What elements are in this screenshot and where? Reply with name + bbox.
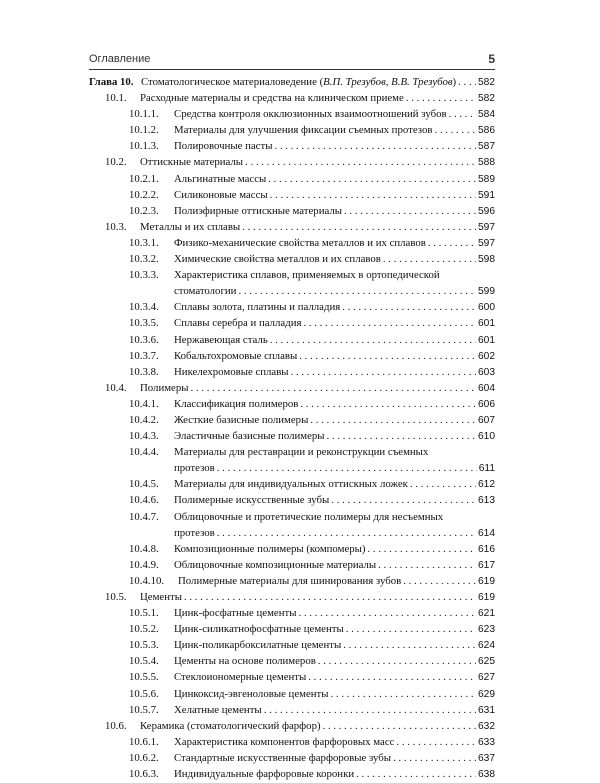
toc-entry-body [174, 315, 495, 332]
toc-leader-dots [191, 380, 477, 396]
toc-entry-title: Классификация полимеров [174, 397, 299, 410]
toc-entry-number: Глава 10. [89, 76, 134, 88]
toc-leader-dots [310, 412, 476, 428]
toc-entry-title: Стоматологическое материаловедение ( [141, 76, 324, 88]
toc-entry-page: 616 [478, 543, 495, 555]
toc-entry[interactable] [89, 251, 495, 267]
toc-entry[interactable] [89, 364, 495, 380]
toc-entry-body [174, 364, 495, 381]
toc-entry-body [174, 621, 495, 638]
toc-entry-title: Композиционные полимеры (компомеры) [174, 542, 366, 555]
toc-entry[interactable] [89, 203, 495, 219]
toc-entry-number: 10.2.1. [129, 172, 159, 185]
toc-entry-page: 598 [478, 254, 495, 266]
toc-entry-number: 10.6.1. [129, 735, 159, 748]
toc-entry-title: Полиэфирные оттискные материалы [174, 204, 343, 217]
toc-entry-page: 632 [478, 720, 495, 732]
table-of-contents [89, 74, 495, 782]
running-header [89, 52, 495, 70]
running-header-title: Оглавление [89, 53, 151, 65]
toc-entry[interactable] [89, 766, 495, 782]
toc-entry-page: 611 [478, 463, 495, 475]
toc-entry-title: Цементы на основе полимеров [174, 655, 316, 668]
toc-leader-dots [308, 669, 476, 685]
toc-entry-number: 10.6.2. [129, 751, 159, 764]
toc-entry-body [174, 299, 495, 316]
toc-entry[interactable] [89, 171, 495, 187]
toc-leader-dots [264, 702, 476, 718]
toc-entry-title: Металлы и их сплавы [140, 220, 241, 233]
toc-entry-number: 10.4. [105, 381, 127, 394]
toc-leader-dots [245, 154, 476, 170]
toc-leader-dots [343, 637, 476, 653]
toc-entry-body [174, 509, 495, 542]
toc-entry[interactable] [89, 492, 495, 508]
toc-leader-dots [396, 734, 476, 750]
toc-leader-dots [299, 348, 476, 364]
toc-entry-number: 10.1.1. [129, 108, 159, 121]
toc-entry[interactable] [89, 396, 495, 412]
toc-entry-number: 10.4.1. [129, 397, 159, 410]
toc-entry-number: 10.4.6. [129, 494, 159, 507]
toc-entry-body [174, 412, 495, 429]
toc-entry-title: Цинкоксид-эвгеноловые цементы [174, 687, 329, 700]
toc-leader-dots [331, 492, 476, 508]
toc-entry-number: 10.4.2. [129, 413, 159, 426]
toc-entry-title: Нержавеющая сталь [174, 333, 268, 346]
toc-entry[interactable] [89, 702, 495, 718]
toc-entry-title: Хелатные цементы [174, 703, 262, 716]
toc-entry-number: 10.4.10. [129, 574, 165, 587]
toc-entry-body [174, 444, 495, 477]
toc-entry-title: Характеристика сплавов, применяемых в ортопедической [174, 269, 440, 282]
toc-entry-title: Физико-механические свойства металлов и их сплавов [174, 236, 426, 249]
toc-entry-page: 587 [478, 141, 495, 153]
toc-entry-number: 10.6.3. [129, 768, 159, 781]
toc-entry-body [174, 138, 495, 155]
toc-entry-page: 613 [478, 495, 495, 507]
toc-entry-number: 10.5.6. [129, 687, 159, 700]
toc-entry-body [174, 750, 495, 767]
toc-leader-dots [383, 251, 476, 267]
toc-entry-title: Средства контроля окклюзионных взаимоотношений зубов [174, 108, 447, 121]
toc-entry[interactable] [89, 509, 495, 541]
toc-entry-body [140, 219, 495, 236]
toc-entry-title: Материалы для улучшения фиксации съемных протезов [174, 124, 433, 137]
toc-entry-body [174, 605, 495, 622]
toc-entry[interactable] [89, 90, 495, 106]
toc-leader-dots [342, 299, 476, 315]
toc-entry-page: 624 [478, 640, 495, 652]
toc-leader-dots [393, 750, 476, 766]
toc-entry-number: 10.3.2. [129, 253, 159, 266]
toc-entry-page: 633 [478, 736, 495, 748]
toc-entry-page: 625 [478, 656, 495, 668]
toc-entry-title-end: ) [452, 76, 457, 88]
toc-entry-title: Полимерные материалы для шинирования зубов [178, 574, 402, 587]
toc-entry-page: 584 [478, 109, 495, 121]
toc-leader-dots [368, 541, 476, 557]
toc-entry-body [174, 702, 495, 719]
toc-entry-body [140, 90, 495, 107]
toc-entry-number: 10.3.6. [129, 333, 159, 346]
toc-leader-dots [331, 686, 476, 702]
toc-entry-number: 10.4.5. [129, 478, 159, 491]
toc-entry-body [174, 348, 495, 365]
toc-entry[interactable] [89, 621, 495, 637]
toc-entry-body [174, 428, 495, 445]
toc-leader-dots [458, 74, 476, 90]
toc-entry-number: 10.6. [105, 719, 127, 732]
toc-entry[interactable] [89, 734, 495, 750]
toc-entry-page: 612 [478, 479, 495, 491]
toc-entry-body [140, 589, 495, 606]
toc-entry-number: 10.4.4. [129, 446, 159, 459]
toc-entry-body [174, 637, 495, 654]
toc-entry-body [174, 734, 495, 751]
toc-entry[interactable] [89, 332, 495, 348]
toc-entry-title: Альгинатные массы [174, 172, 267, 185]
toc-entry-page: 610 [478, 431, 495, 443]
toc-entry-number: 10.3.8. [129, 365, 159, 378]
toc-entry-body [174, 251, 495, 268]
toc-entry-page: 629 [478, 688, 495, 700]
toc-entry-number: 10.4.3. [129, 430, 159, 443]
toc-leader-dots [300, 396, 476, 412]
toc-entry[interactable] [89, 122, 495, 138]
toc-entry-page: 631 [478, 704, 495, 716]
toc-entry[interactable] [89, 589, 495, 605]
toc-entry-title: Цинк-поликарбоксилатные цементы [174, 639, 342, 652]
toc-entry-body [174, 267, 495, 300]
toc-entry-title: Кобальтохромовые сплавы [174, 349, 298, 362]
toc-entry-title: Цементы [140, 591, 182, 603]
toc-entry-page: 619 [478, 575, 495, 587]
toc-entry-title: Химические свойства металлов и их сплавов [174, 253, 381, 266]
toc-entry[interactable] [89, 686, 495, 702]
toc-entry-number: 10.4.7. [129, 510, 159, 523]
toc-entry[interactable] [89, 573, 495, 589]
toc-leader-dots [346, 621, 476, 637]
toc-entry-page: 582 [478, 93, 495, 105]
header-rule [89, 69, 495, 70]
toc-entry-title: Стеклоиономерные цементы [174, 671, 307, 684]
toc-entry[interactable] [89, 219, 495, 235]
toc-entry-body [174, 332, 495, 349]
toc-entry-page: 623 [478, 624, 495, 636]
toc-entry[interactable] [89, 187, 495, 203]
toc-entry-page: 589 [478, 173, 495, 185]
toc-leader-dots [449, 106, 476, 122]
toc-entry-title: Характеристика компонентов фарфоровых масс [174, 735, 395, 748]
toc-entry[interactable] [89, 637, 495, 653]
toc-entry-number: 10.4.8. [129, 542, 159, 555]
toc-leader-dots [274, 138, 476, 154]
toc-entry-title: Полимерные искусственные зубы [174, 494, 330, 507]
toc-entry-page: 597 [478, 237, 495, 249]
toc-leader-dots [298, 605, 476, 621]
toc-entry[interactable] [89, 412, 495, 428]
toc-entry-title-continued: протезов [174, 462, 215, 475]
toc-entry-title: Оттискные материалы [140, 156, 244, 169]
toc-entry-authors: В.П. Трезубов, В.В. Трезубов [323, 76, 453, 88]
toc-entry[interactable] [89, 444, 495, 476]
toc-entry-number: 10.5.1. [129, 607, 159, 620]
toc-entry-page: 588 [478, 157, 495, 169]
toc-entry-page: 586 [478, 125, 495, 137]
toc-leader-dots [323, 718, 476, 734]
toc-entry[interactable] [89, 154, 495, 170]
toc-entry-body [140, 154, 495, 171]
toc-entry-title: Стандартные искусственные фарфоровые зубы [174, 751, 392, 764]
toc-entry-number: 10.3.4. [129, 301, 159, 314]
toc-entry-body [140, 718, 495, 735]
toc-entry-body [174, 235, 495, 252]
toc-entry-title: Полировочные пасты [174, 140, 273, 153]
toc-entry-page: 617 [478, 559, 495, 571]
toc-leader-dots [378, 557, 476, 573]
toc-leader-dots [344, 203, 476, 219]
toc-entry-page: 596 [478, 205, 495, 217]
toc-entry-title: Никелехромовые сплавы [174, 365, 289, 378]
toc-entry-page: 591 [478, 189, 495, 201]
toc-entry-page: 601 [478, 334, 495, 346]
toc-entry-title-continued: стоматологии [174, 285, 237, 298]
toc-entry-body [174, 203, 495, 220]
toc-entry-title: Цинк-фосфатные цементы [174, 607, 297, 620]
toc-entry[interactable] [89, 557, 495, 573]
toc-entry-page: 601 [478, 318, 495, 330]
toc-leader-dots [270, 332, 476, 348]
toc-entry-number: 10.1.2. [129, 124, 159, 137]
toc-entry-title: Материалы для реставрации и реконструкции съемных [174, 446, 429, 459]
toc-leader-dots [428, 235, 476, 251]
toc-entry-number: 10.1. [105, 92, 127, 105]
toc-entry[interactable] [89, 653, 495, 669]
toc-entry-title: Облицовочные и протетические полимеры для несъемных [174, 510, 444, 523]
toc-entry-page: 600 [478, 302, 495, 314]
toc-leader-dots [410, 476, 476, 492]
toc-entry-number: 10.2. [105, 156, 127, 169]
toc-entry[interactable] [89, 605, 495, 621]
toc-entry-body [174, 669, 495, 686]
toc-entry-title: Эластичные базисные полимеры [174, 430, 325, 443]
toc-entry-body [174, 492, 495, 509]
toc-leader-dots [327, 428, 476, 444]
toc-entry-title: Индивидуальные фарфоровые коронки [174, 768, 355, 781]
toc-entry[interactable] [89, 315, 495, 331]
toc-entry-page: 638 [478, 769, 495, 781]
toc-entry-body [174, 766, 495, 783]
toc-entry-title: Жесткие базисные полимеры [174, 413, 309, 426]
toc-entry[interactable] [89, 299, 495, 315]
toc-entry-body [174, 686, 495, 703]
toc-entry-body [174, 106, 495, 123]
toc-entry-number: 10.3. [105, 220, 127, 233]
toc-entry-body [174, 122, 495, 139]
toc-entry-number: 10.5. [105, 591, 127, 603]
toc-entry[interactable] [89, 348, 495, 364]
toc-leader-dots [238, 283, 476, 299]
toc-entry-body [174, 171, 495, 188]
toc-entry-title: Керамика (стоматологический фарфор) [140, 719, 321, 732]
toc-entry-page: 597 [478, 221, 495, 233]
toc-entry[interactable] [89, 138, 495, 154]
toc-entry-title: Цинк-силикатнофосфатные цементы [174, 623, 344, 636]
toc-entry-body [178, 573, 495, 590]
toc-entry-body [141, 74, 495, 91]
toc-leader-dots [217, 460, 477, 476]
toc-leader-dots [217, 525, 476, 541]
toc-entry-number: 10.5.3. [129, 639, 159, 652]
toc-leader-dots [270, 187, 476, 203]
toc-entry-page: 619 [478, 592, 495, 603]
toc-entry-body [174, 557, 495, 574]
toc-entry-title: Облицовочные композиционные материалы [174, 558, 377, 571]
toc-leader-dots [434, 122, 476, 138]
toc-entry-page: 604 [478, 382, 495, 394]
toc-entry-number: 10.3.1. [129, 236, 159, 249]
toc-entry[interactable] [89, 476, 495, 492]
toc-entry-number: 10.5.4. [129, 655, 159, 668]
toc-leader-dots [303, 315, 476, 331]
toc-entry-page: 637 [478, 752, 495, 764]
toc-entry-body [174, 541, 495, 558]
toc-entry-page: 607 [478, 414, 495, 426]
toc-entry[interactable] [89, 235, 495, 251]
toc-entry-page: 627 [478, 672, 495, 684]
toc-entry[interactable] [89, 428, 495, 444]
toc-entry[interactable] [89, 750, 495, 766]
toc-entry-number: 10.3.7. [129, 349, 159, 362]
toc-leader-dots [406, 90, 476, 106]
toc-entry[interactable] [89, 106, 495, 122]
toc-leader-dots [268, 171, 476, 187]
toc-entry-number: 10.2.2. [129, 188, 159, 201]
toc-leader-dots [356, 766, 476, 782]
toc-entry-page: 606 [478, 398, 495, 410]
toc-entry-page: 614 [478, 527, 495, 539]
toc-entry-body [174, 476, 495, 493]
toc-entry-title: Сплавы серебра и палладия [174, 317, 302, 330]
toc-entry-title-continued: протезов [174, 526, 215, 539]
toc-entry-page: 602 [478, 350, 495, 362]
toc-entry-number: 10.4.9. [129, 558, 159, 571]
toc-leader-dots [291, 364, 476, 380]
toc-entry[interactable] [89, 669, 495, 685]
toc-entry[interactable] [89, 380, 495, 396]
toc-entry-number: 10.5.2. [129, 623, 159, 636]
toc-entry-number: 10.1.3. [129, 140, 159, 153]
toc-entry-number: 10.2.3. [129, 204, 159, 217]
toc-entry-title: Материалы для индивидуальных оттискных ложек [174, 478, 408, 491]
toc-entry-title: Сплавы золота, платины и палладия [174, 301, 341, 314]
toc-entry[interactable] [89, 74, 495, 90]
toc-leader-dots [403, 573, 476, 589]
toc-entry-title: Силиконовые массы [174, 188, 268, 201]
toc-entry-title: Расходные материалы и средства на клиническом приеме [140, 92, 404, 105]
toc-entry-title: Полимеры [140, 381, 189, 394]
toc-entry-number: 10.5.5. [129, 671, 159, 684]
toc-entry-body [174, 653, 495, 670]
toc-entry-body [174, 187, 495, 204]
toc-entry-page: 582 [478, 77, 495, 88]
toc-leader-dots [242, 219, 476, 235]
toc-entry-number: 10.3.5. [129, 317, 159, 330]
page-number: 5 [488, 52, 495, 66]
toc-entry[interactable] [89, 267, 495, 299]
toc-entry-number: 10.5.7. [129, 703, 159, 716]
toc-entry-page: 621 [478, 608, 495, 620]
toc-leader-dots [184, 589, 476, 605]
toc-entry-body [140, 380, 495, 397]
toc-entry-page: 599 [478, 286, 495, 298]
toc-leader-dots [318, 653, 476, 669]
toc-entry-body [174, 396, 495, 413]
toc-entry[interactable] [89, 541, 495, 557]
toc-entry[interactable] [89, 718, 495, 734]
toc-entry-number: 10.3.3. [129, 269, 159, 282]
toc-entry-page: 603 [478, 366, 495, 378]
